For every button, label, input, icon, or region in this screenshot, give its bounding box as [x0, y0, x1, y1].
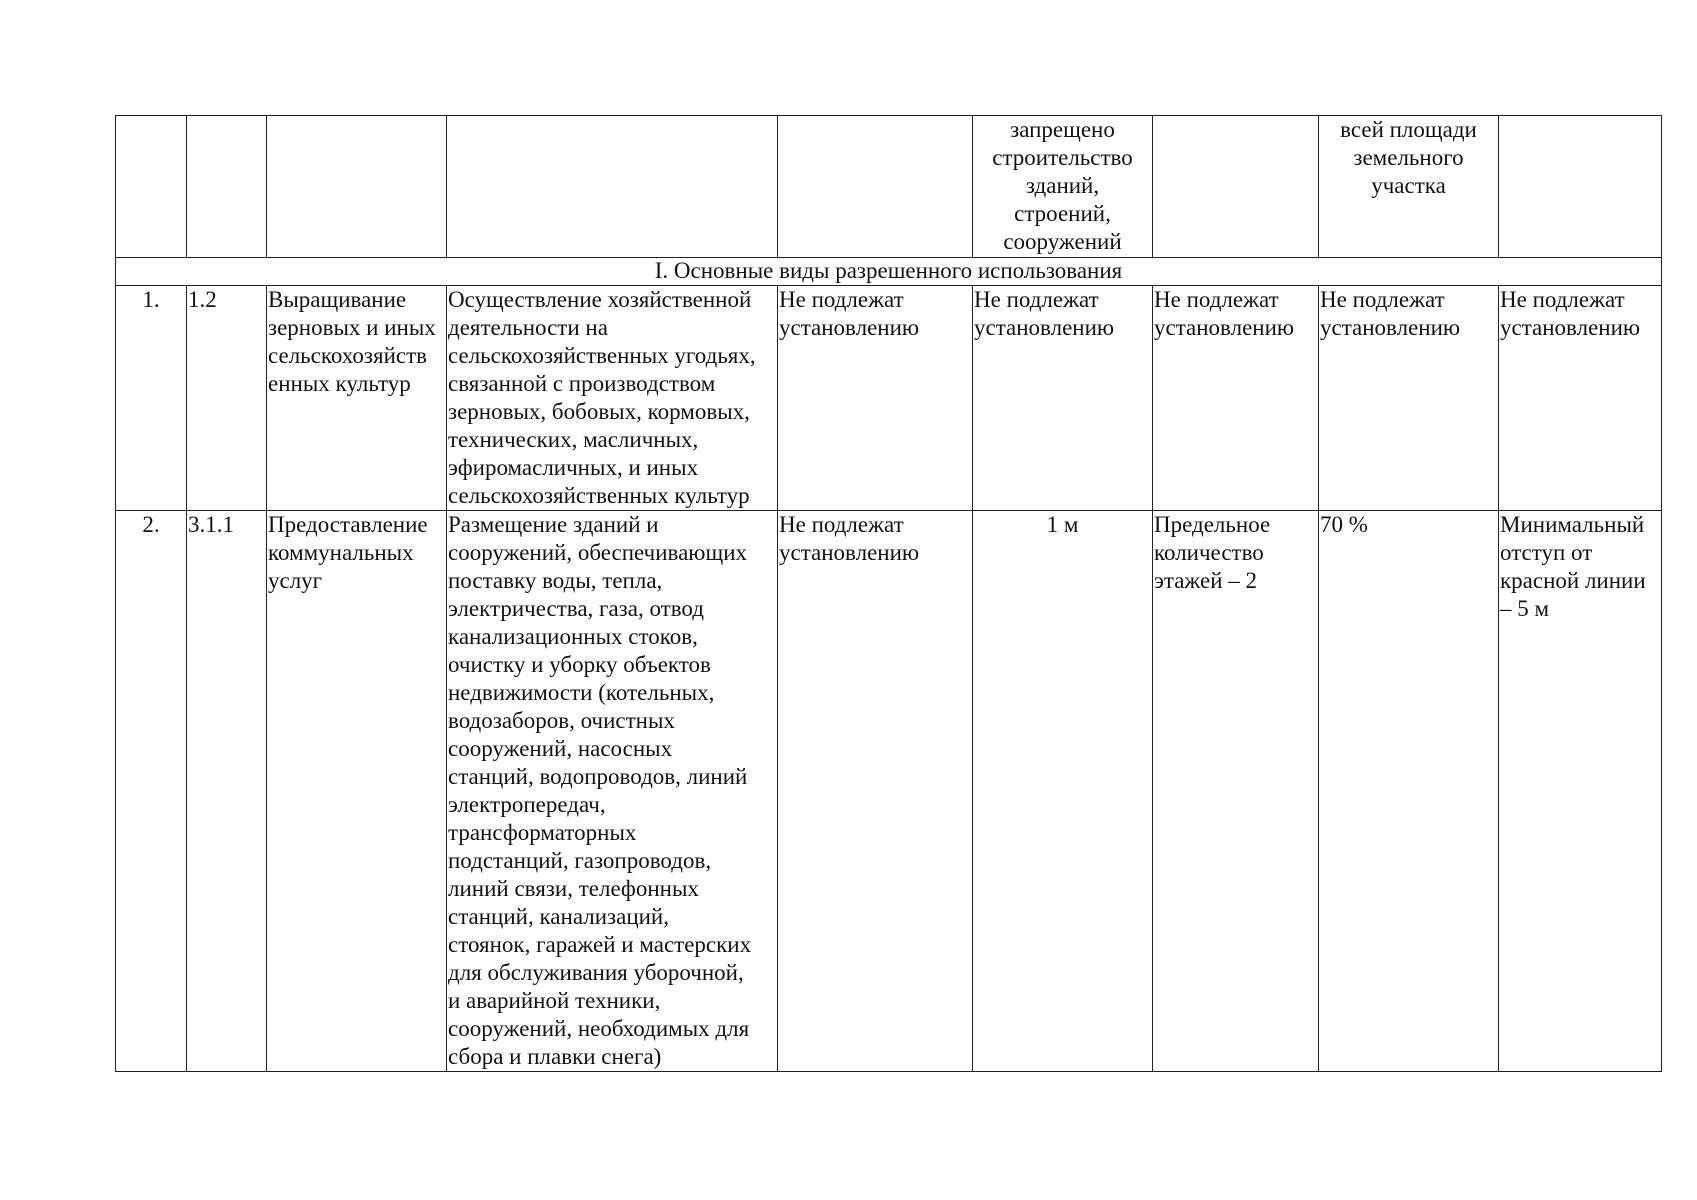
table-row [116, 286, 1662, 511]
row-number-cell: 2. [116, 511, 187, 1072]
table-cell: всей площади земельного участка [1319, 116, 1499, 258]
use-description-cell: Осуществление хозяйственной деятельности на сельскохозяйственных угодьях, связанной с производством зерновых, бобовых, кормовых, технических, масличных, эфиромасличных, и иных сельскохозяйственных культур [447, 286, 778, 511]
table-cell: запрещено строительство зданий, строений, сооружений [973, 116, 1153, 258]
table-cell [447, 116, 778, 258]
table-cell [267, 116, 447, 258]
table-cell [778, 116, 973, 258]
land-use-regulations-table [115, 115, 1662, 1072]
parameter-cell: Минимальный отступ от красной линии – 5 м [1499, 511, 1662, 1072]
use-code-cell: 3.1.1 [187, 511, 267, 1072]
parameter-cell: Предельное количество этажей – 2 [1153, 511, 1319, 1072]
parameter-cell: 1 м [973, 511, 1153, 1072]
section-heading-row [116, 258, 1662, 286]
section-heading: I. Основные виды разрешенного использования [116, 258, 1662, 286]
use-name-cell: Выращивание зерновых и иных сельскохозяйств енных культур [267, 286, 447, 511]
table-cell [116, 116, 187, 258]
table-cell [1153, 116, 1319, 258]
parameter-cell: Не подлежат установлению [973, 286, 1153, 511]
parameter-cell: Не подлежат установлению [1319, 286, 1499, 511]
parameter-cell: 70 % [1319, 511, 1499, 1072]
use-description-cell: Размещение зданий и сооружений, обеспечивающих поставку воды, тепла, электричества, газа, отвод канализационных стоков, очистку и уборку объектов недвижимости (котельных, водозаборов, очистных сооружений, насосных станций, водопроводов, линий электропередач, трансформаторных подстанций, газопроводов, линий связи, телефонных станций, канализаций, стоянок, гаражей и мастерских для обслуживания уборочной, и аварийной техники, сооружений, необходимых для сбора и плавки снега) [447, 511, 778, 1072]
parameter-cell: Не подлежат установлению [778, 286, 973, 511]
parameter-cell: Не подлежат установлению [778, 511, 973, 1072]
table-row [116, 511, 1662, 1072]
use-name-cell: Предоставление коммунальных услуг [267, 511, 447, 1072]
table-cell [1499, 116, 1662, 258]
row-number-cell: 1. [116, 286, 187, 511]
table-cell [187, 116, 267, 258]
parameter-cell: Не подлежат установлению [1499, 286, 1662, 511]
parameter-cell: Не подлежат установлению [1153, 286, 1319, 511]
table-continuation-row [116, 116, 1662, 258]
use-code-cell: 1.2 [187, 286, 267, 511]
